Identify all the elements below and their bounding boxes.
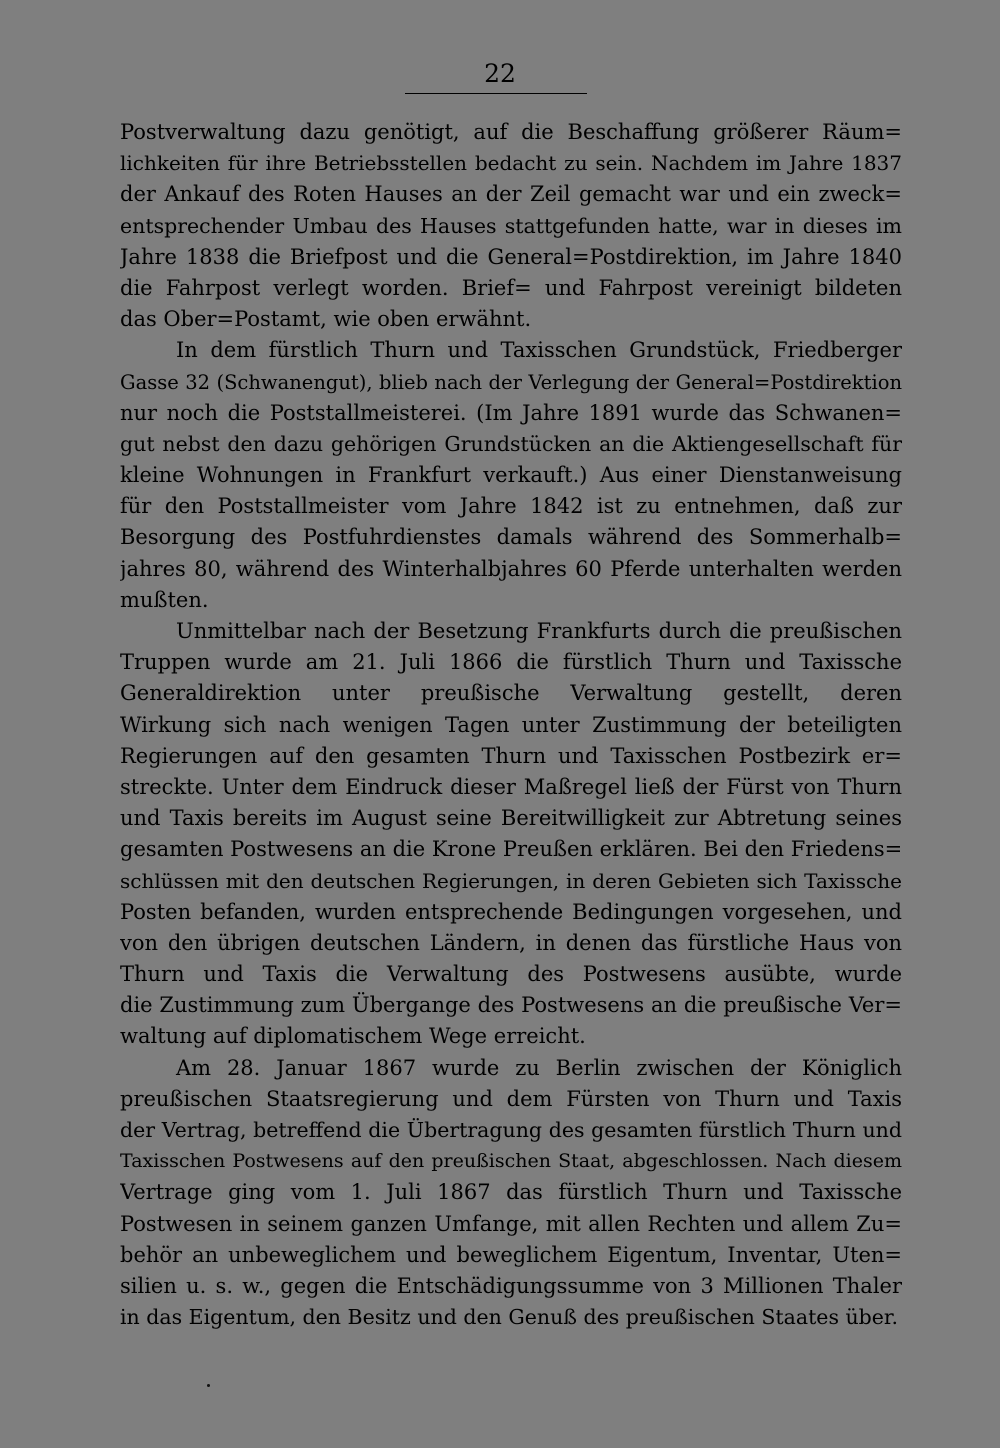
text-line: Taxisschen Postwesens auf den preußischen Staat, abgeschlossen. Nach diesem — [120, 1150, 902, 1173]
text-line: Unmittelbar nach der Besetzung Frankfurts durch die preußischen — [176, 619, 902, 643]
text-line: die Zustimmung zum Übergange des Postwesens an die preußische Ver= — [120, 993, 902, 1018]
text-line: Gasse 32 (Schwanengut), blieb nach der Verlegung der General=Postdirektion — [120, 370, 902, 394]
text-line: In dem fürstlich Thurn und Taxisschen Grundstück, Friedberger — [176, 338, 902, 363]
page-number: 22 — [484, 59, 516, 88]
text-line: in das Eigentum, den Besitz und den Genuß des preußischen Staates über. — [120, 1305, 898, 1330]
text-line: das Ober=Postamt, wie oben erwähnt. — [120, 307, 532, 332]
text-line: die Fahrpost verlegt worden. Brief= und Fahrpost vereinigt bildeten — [120, 275, 902, 300]
text-line: von den übrigen deutschen Ländern, in denen das fürstliche Haus von — [120, 930, 902, 955]
text-line: Besorgung des Postfuhrdienstes damals während des Sommerhalb= — [120, 525, 902, 550]
text-line: Truppen wurde am 21. Juli 1866 die fürstlich Thurn und Taxissche — [120, 650, 902, 675]
text-line: gesamten Postwesens an die Krone Preußen erklären. Bei den Friedens= — [120, 837, 902, 862]
text-line: kleine Wohnungen in Frankfurt verkauft.) Aus einer Dienstanweisung — [120, 463, 902, 488]
text-line: mußten. — [120, 587, 209, 612]
text-line: Wirkung sich nach wenigen Tagen unter Zustimmung der beteiligten — [120, 712, 902, 737]
text-line: gut nebst den dazu gehörigen Grundstücken an die Aktiengesellschaft für — [120, 431, 902, 456]
text-line: Vertrage ging vom 1. Juli 1867 das fürstlich Thurn und Taxissche — [120, 1180, 902, 1205]
text-line: der Vertrag, betreffend die Übertragung des gesamten fürstlich Thurn und — [120, 1118, 902, 1142]
text-line: Generaldirektion unter preußische Verwaltung gestellt, deren — [120, 681, 902, 706]
text-line: Jahre 1838 die Briefpost und die General=Postdirektion, im Jahre 1840 — [120, 244, 902, 269]
text-line: Posten befanden, wurden entsprechende Bedingungen vorgesehen, und — [120, 899, 902, 924]
header-rule — [405, 93, 587, 94]
text-line: für den Poststallmeister vom Jahre 1842 ist zu entnehmen, daß zur — [120, 494, 902, 519]
text-line: Thurn und Taxis die Verwaltung des Postwesens ausübte, wurde — [120, 962, 902, 987]
text-line: entsprechender Umbau des Hauses stattgefunden hatte, war in dieses im — [120, 213, 902, 238]
text-line: der Ankauf des Roten Hauses an der Zeil gemacht war und ein zweck= — [120, 182, 902, 207]
text-line: streckte. Unter dem Eindruck dieser Maßregel ließ der Fürst von Thurn — [120, 774, 902, 799]
scan-speck — [207, 1384, 210, 1387]
text-line: schlüssen mit den deutschen Regierungen, in deren Gebieten sich Taxissche — [120, 868, 902, 893]
text-line: Am 28. Januar 1867 wurde zu Berlin zwischen der Königlich — [176, 1055, 902, 1080]
text-line: preußischen Staatsregierung und dem Fürsten von Thurn und Taxis — [120, 1086, 902, 1111]
text-line: jahres 80, während des Winterhalbjahres 60 Pferde unterhalten werden — [120, 556, 902, 581]
text-line: Postwesen in seinem ganzen Umfange, mit allen Rechten und allem Zu= — [120, 1211, 902, 1236]
text-line: nur noch die Poststallmeisterei. (Im Jahre 1891 wurde das Schwanen= — [120, 400, 902, 425]
text-line: lichkeiten für ihre Betriebsstellen bedacht zu sein. Nachdem im Jahre 1837 — [120, 151, 902, 176]
text-line: und Taxis bereits im August seine Bereitwilligkeit zur Abtretung seines — [120, 806, 902, 831]
text-line: silien u. s. w., gegen die Entschädigungssumme von 3 Millionen Thaler — [120, 1273, 902, 1298]
body-text — [120, 117, 902, 1333]
text-line: waltung auf diplomatischem Wege erreicht. — [120, 1024, 586, 1049]
text-line: Postverwaltung dazu genötigt, auf die Beschaffung größerer Räum= — [120, 120, 902, 144]
text-line: behör an unbeweglichem und beweglichem Eigentum, Inventar, Uten= — [120, 1242, 902, 1267]
text-line: Regierungen auf den gesamten Thurn und Taxisschen Postbezirk er= — [120, 743, 902, 768]
